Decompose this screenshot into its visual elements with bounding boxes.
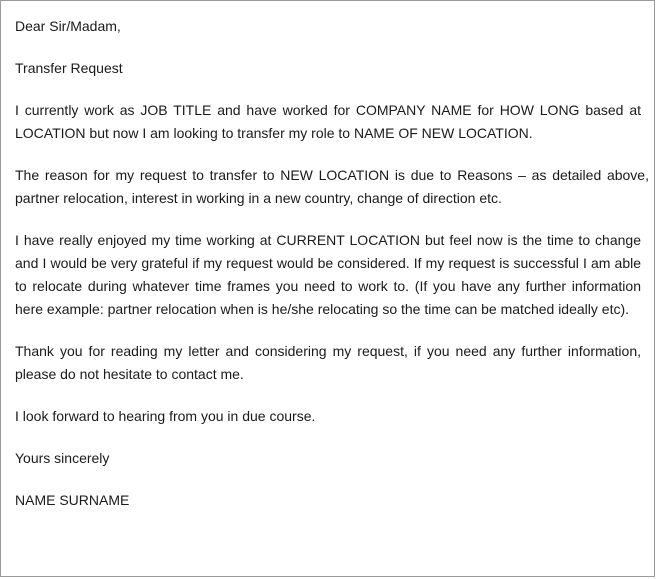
letter-body (15, 15, 652, 531)
closing: Yours sincerely (15, 450, 110, 466)
paragraph-thank-you: Thank you for reading my letter and considering my request, if you need any further information, please do not hesitate to contact me. (15, 343, 641, 382)
paragraph-reason: The reason for my request to transfer to NEW LOCATION is due to Reasons – as detailed above, partner relocation, interest in working in a new country, change of direction etc. (15, 167, 649, 206)
salutation: Dear Sir/Madam, (15, 18, 121, 34)
paragraph-look-forward: I look forward to hearing from you in due course. (15, 408, 316, 424)
paragraph-current-role: I currently work as JOB TITLE and have worked for COMPANY NAME for HOW LONG based at LOCATION but now I am looking to transfer my role to NAME OF NEW LOCATION. (15, 102, 641, 141)
paragraph-enjoyed-time: I have really enjoyed my time working at CURRENT LOCATION but feel now is the time to change and I would be very grateful if my request would be considered. If my request is successful I am able to relocate during whatever time frames you need to work to. (If you have any further information here example: partner relocation when is he/she relocating so the time can be matched ideally etc). (15, 232, 641, 317)
subject-line: Transfer Request (15, 60, 123, 76)
signature: NAME SURNAME (15, 492, 130, 508)
